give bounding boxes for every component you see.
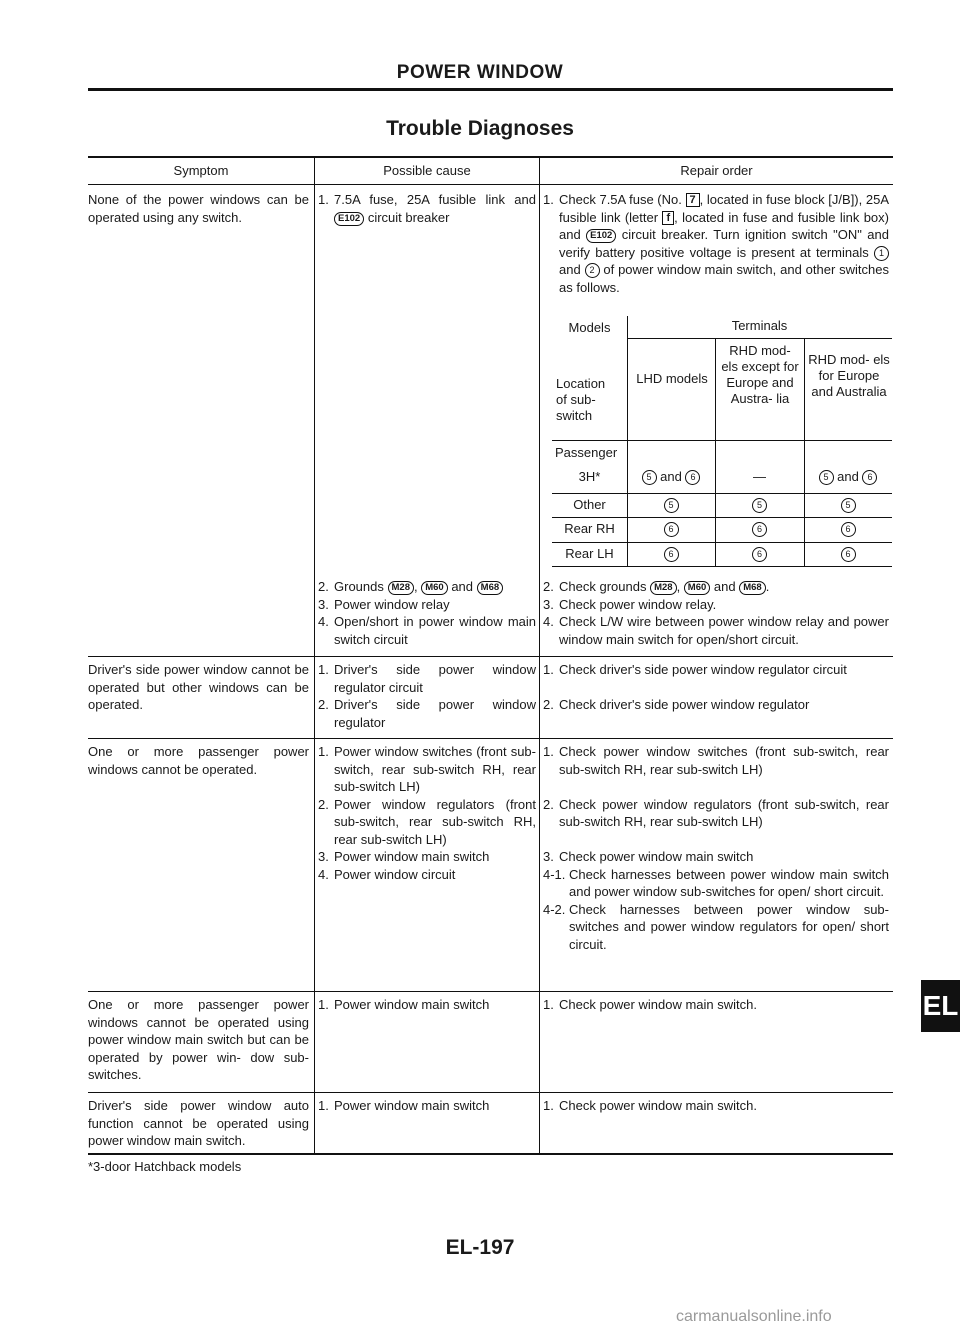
terminal-badge: 1 <box>874 246 889 261</box>
connector-badge: E102 <box>586 229 616 243</box>
watermark: carmanualsonline.info <box>676 1308 832 1325</box>
terminal-badge: 2 <box>585 263 600 278</box>
terminal-cell: 6 <box>627 521 715 537</box>
row3-symptom: One or more passenger power windows cannot be operated. <box>88 744 309 777</box>
terminals-label: Terminals <box>731 318 788 333</box>
terminal-cell: 6 <box>804 546 892 562</box>
terminal-cell: 5 <box>715 497 804 513</box>
row2-repairs: 1. Check driver's side power window regulator circuit 2. Check driver's side power window regulator <box>543 662 847 712</box>
row3-causes: 1. Power window switches (front sub-switch, rear sub-switch RH, rear sub-switch LH) 2. Power window regulators (front sub-switch, rear sub-switch RH, rear sub-switch LH) 3. Power window main switch 4. Power window circuit <box>318 744 536 882</box>
row4-symptom: One or more passenger power windows cannot be operated using power window main switch but can be operated by power win- dow sub-switches. <box>88 997 309 1082</box>
rhd-except-label: RHD mod- els except for Europe and Austra- lia <box>721 343 799 406</box>
row4-causes: 1. Power window main switch <box>318 997 490 1012</box>
row1-symptom: None of the power windows can be operated using any switch. <box>88 192 309 225</box>
table-bottom-rule <box>88 1153 893 1155</box>
row1-repairs-2-4: 2. Check grounds M28 , M60 and M68 . 3. Check power window relay. 4. Check L/W wire between power window relay and power window main switch for open/short circuit. <box>543 579 889 647</box>
row5-symptom: Driver's side power window auto function cannot be operated using power window main switch. <box>88 1098 309 1148</box>
section-tab: EL <box>921 980 960 1032</box>
terminal-cell: 5 <box>627 497 715 513</box>
location-label: Location of sub-switch <box>556 376 606 423</box>
table-header-rule <box>88 184 893 185</box>
passenger-label: Passenger <box>555 445 618 460</box>
row-label: Rear RH <box>564 521 615 536</box>
row-divider <box>88 656 893 657</box>
fusible-link-box: f <box>662 211 674 225</box>
column-header-cause: Possible cause <box>383 163 471 178</box>
rhd-for-label: RHD mod- els for Europe and Australia <box>808 352 890 399</box>
page-number: EL-197 <box>445 1236 515 1259</box>
connector-badge: E102 <box>334 212 364 226</box>
terminal-cell: 5 and 6 <box>627 469 715 485</box>
row1-causes-2-4: 2. Grounds M28 , M60 and M68 3. Power window relay 4. Open/short in power window main switch circuit <box>318 579 536 647</box>
row-divider <box>88 1092 893 1093</box>
row3-repairs: 1. Check power window switches (front sub-switch, rear sub-switch RH, rear sub-switch LH) 2. Check power window regulators (front sub-switch, rear sub-switch RH, rear sub-switch LH) 3. Check power window main switch 4-1. Check harnesses between power window main switch and power window sub-switches for open/ short circuit. 4-2. Check harnesses between power window sub- switches and power window regulators for open/ short circuit. <box>543 744 889 952</box>
terminal-cell: — <box>753 469 766 484</box>
terminal-cell: 6 <box>627 546 715 562</box>
terminal-cell: 6 <box>715 546 804 562</box>
terminal-cell: 5 and 6 <box>804 469 892 485</box>
terminal-cell: 6 <box>804 521 892 537</box>
fuse-number-box: 7 <box>686 193 700 207</box>
terminal-cell: 5 <box>804 497 892 513</box>
terminal-cell: 6 <box>715 521 804 537</box>
column-header-repair: Repair order <box>680 163 753 178</box>
row4-repairs: 1. Check power window main switch. <box>543 997 757 1012</box>
row1-repair1: 1. Check 7.5A fuse (No. 7 , located in fuse block [J/B]), 25A fusible link (letter f , located in fuse and fusible link box) and E102 circuit breaker. Turn ignition switch "ON" and verify battery positive voltage is present at terminals 1 and 2 of power window main switch, and other switches as follows. <box>543 192 889 295</box>
row-label: 3H* <box>578 469 601 484</box>
page-title: Trouble Diagnoses <box>386 117 574 140</box>
row-divider <box>88 738 893 739</box>
header-divider <box>88 88 893 91</box>
row-divider <box>88 991 893 992</box>
lhd-label: LHD models <box>636 371 708 386</box>
row5-repairs: 1. Check power window main switch. <box>543 1098 757 1113</box>
section-title: POWER WINDOW <box>396 62 564 83</box>
row2-symptom: Driver's side power window cannot be operated but other windows can be operated. <box>88 662 309 712</box>
row1-cause1: 1. 7.5A fuse, 25A fusible link and E102 circuit breaker <box>318 192 536 225</box>
column-header-symptom: Symptom <box>173 163 229 178</box>
row-label: Rear LH <box>565 546 614 561</box>
row5-causes: 1. Power window main switch <box>318 1098 490 1113</box>
row2-causes: 1. Driver's side power window regulator circuit 2. Driver's side power window regulator <box>318 662 536 730</box>
models-label: Models <box>568 320 611 335</box>
footnote: *3-door Hatchback models <box>88 1159 242 1174</box>
row-label: Other <box>573 497 606 512</box>
table-top-rule <box>88 156 893 158</box>
